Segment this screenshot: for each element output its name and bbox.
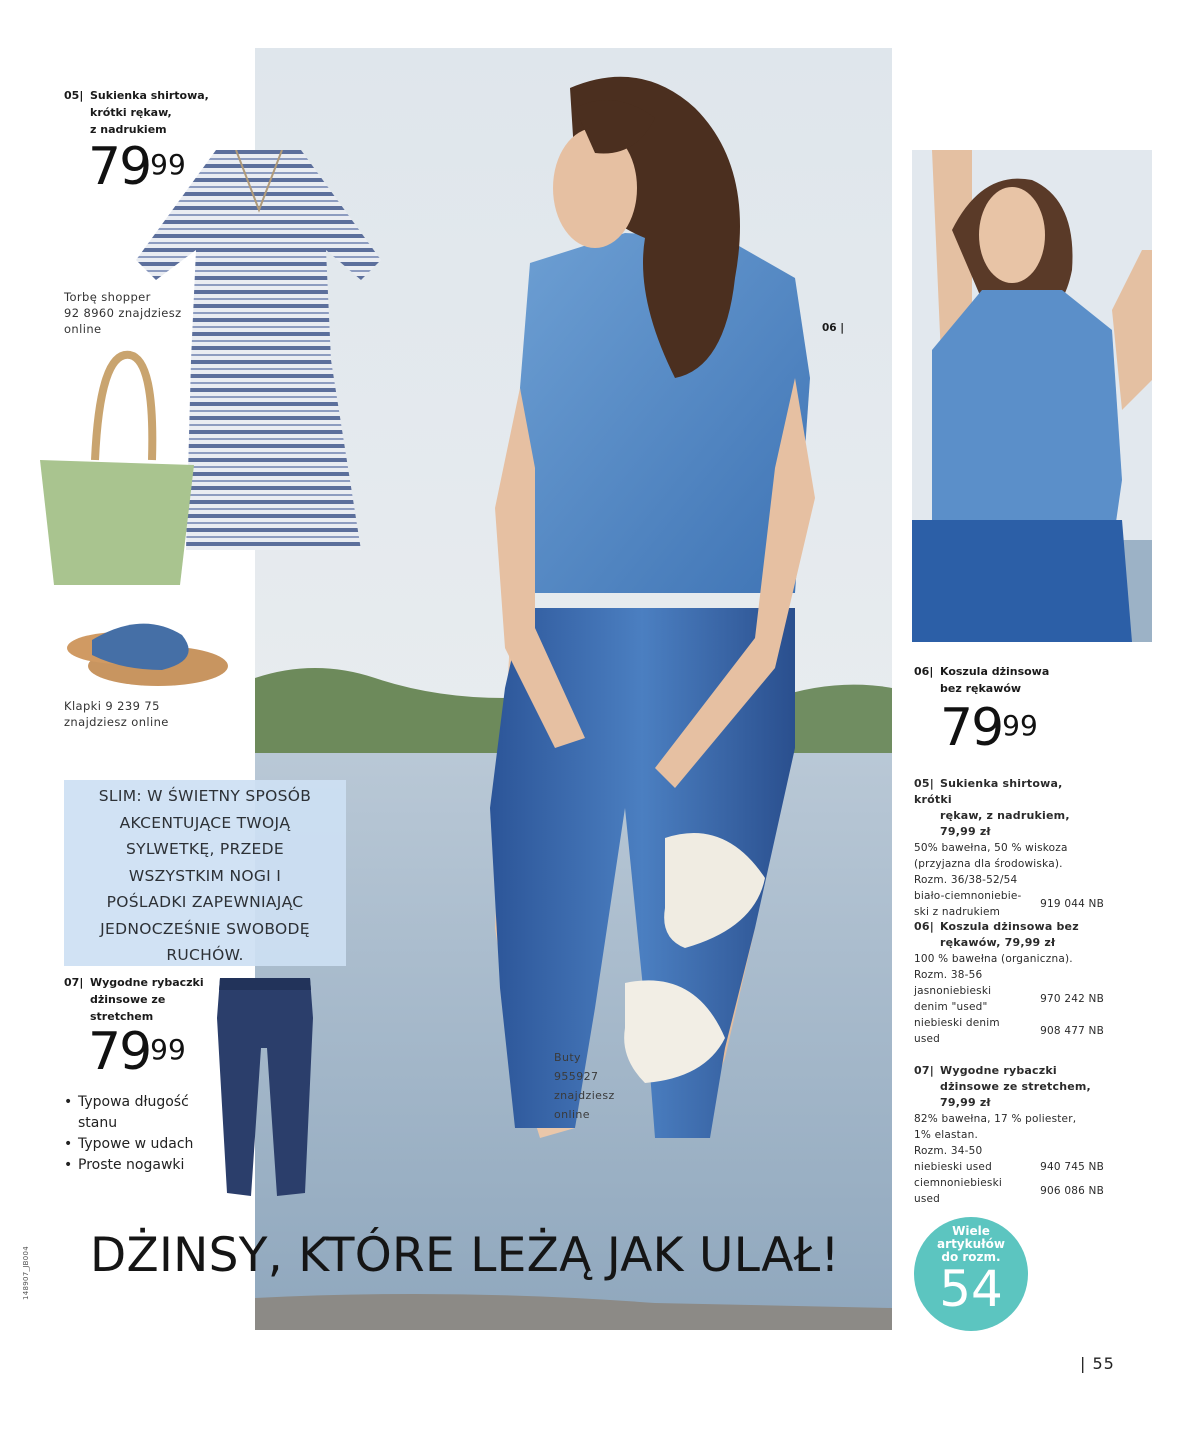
shopper-note: Torbę shopper 92 8960 znajdziesz online (64, 290, 182, 336)
product-07-heading: 07| Wygodne rybaczki dżinsowe ze stretchem (64, 976, 204, 1023)
slim-callout: SLIM: W ŚWIETNY SPOSÓB AKCENTUJĄCE TWOJĄ SYLWETKĘ, PRZEDE WSZYSTKIM NOGI I POŚLADKI ZAPEWNIAJĄC JEDNOCZEŚNIE SWOBODĘ RUCHÓW. (64, 780, 346, 966)
spec-05: 05| Sukienka shirtowa, krótki rękaw, z nadrukiem, 79,99 zł 50% bawełna, 50 % wiskoza (przyjazna dla środowiska). Rozm. 36/38-52/54 biało-ciemnoniebie- ski z nadrukiem 919 044 NB (914, 777, 1104, 918)
headline: DŻINSY, KTÓRE LEŻĄ JAK ULAŁ! (90, 1228, 840, 1283)
product-05-heading: 05| Sukienka shirtowa, krótki rękaw, z nadrukiem (64, 89, 209, 136)
spec-06: 06| Koszula dżinsowa bez rękawów, 79,99 zł 100 % bawełna (organiczna). Rozm. 38-56 jasnoniebieski denim "used" 970 242 NB niebieski denim used 908 477 NB (914, 920, 1104, 1045)
feature-item: • Proste nogawki (64, 1155, 214, 1176)
right-photo (912, 150, 1152, 642)
sandals-image (62, 600, 230, 692)
flip-flops-note: Klapki 9 239 75 znajdziesz online (64, 699, 169, 729)
product-07-title-line1: Wygodne rybaczki (90, 976, 204, 989)
feature-item: • Typowe w udach (64, 1134, 214, 1155)
article-code: 970 242 NB (1040, 993, 1104, 1005)
product-07-title-line2: dżinsowe ze (90, 993, 166, 1006)
product-05-price: $79^{99}$ (88, 137, 186, 197)
product-06-price: $79^{99}$ (940, 698, 1038, 758)
page-code: 148907_JB004 (22, 1245, 30, 1300)
shoes-note: Buty 955927 znajdziesz online (554, 1051, 615, 1121)
product-07-title-line3: stretchem (90, 1010, 154, 1023)
page-number: | 55 (1080, 1354, 1115, 1373)
feature-item: • Typowa długość stanu (64, 1092, 214, 1134)
product-07-price: $79^{99}$ (88, 1022, 186, 1082)
product-06-title-line1: Koszula dżinsowa (940, 665, 1050, 678)
photo-marker: 06 | (822, 322, 845, 334)
product-05-title-line2: krótki rękaw, (90, 106, 172, 119)
product-07-number: 07 (64, 976, 80, 989)
article-code: 940 745 NB (1040, 1161, 1104, 1173)
article-code: 906 086 NB (1040, 1185, 1104, 1197)
spec-07: 07| Wygodne rybaczki dżinsowe ze stretchem, 79,99 zł 82% bawełna, 17 % poliester, 1% elastan. Rozm. 34-50 niebieski used 940 745 NB ciemnoniebieski used 906 086 NB (914, 1064, 1104, 1205)
product-05-number: 05 (64, 89, 80, 102)
feature-list (64, 1092, 214, 1176)
article-code: 908 477 NB (1040, 1025, 1104, 1037)
product-05-title-line3: z nadrukiem (90, 123, 167, 136)
shopper-bag-image (40, 350, 196, 590)
product-06-heading: 06| Koszula dżinsowa bez rękawów (914, 665, 1050, 695)
product-05-title-line1: Sukienka shirtowa, (90, 89, 209, 102)
size-badge: Wiele artykułów do rozm. 54 (914, 1217, 1028, 1331)
product-06-number: 06 (914, 665, 930, 678)
product-06-title-line2: bez rękawów (940, 682, 1022, 695)
article-code: 919 044 NB (1040, 898, 1104, 910)
capri-jeans-image (215, 978, 315, 1200)
